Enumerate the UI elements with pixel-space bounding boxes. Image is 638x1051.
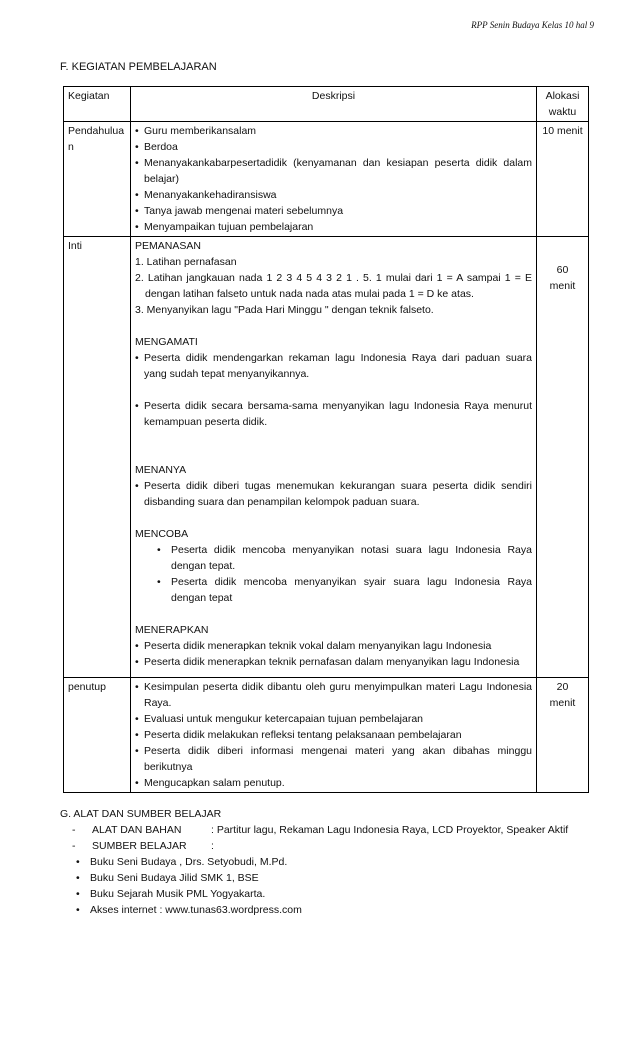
list-item: Buku Seni Budaya , Drs. Setyobudi, M.Pd. [90,856,288,868]
pemanasan-list [135,254,532,318]
bullet-icon: • [76,904,80,916]
section-g-title: G. ALAT DAN SUMBER BELAJAR [60,808,222,820]
list-item: • Peserta didik menerapkan teknik pernafasan dalam menyanyikan lagu Indonesia [135,654,532,670]
list-item: • Peserta didik diberi tugas menemukan kekurangan suara peserta didik sendiri disbanding suara dan penampilan kelompok paduan suara. [135,478,532,510]
list-item: • Peserta didik diberi informasi mengenai materi yang akan dibahas minggu berikutnya [135,743,532,775]
list-item: • Evaluasi untuk mengukur ketercapaian tujuan pembelajaran [135,711,532,727]
bullet-icon: • [76,888,80,900]
list-item: • Peserta didik mendengarkan rekaman lagu Indonesia Raya dari paduan suara yang sudah tepat menyanyikannya. [135,350,532,382]
col-header-deskripsi: Deskripsi [131,87,537,122]
mengamati-title: MENGAMATI [135,336,198,348]
col-header-kegiatan: Kegiatan [64,87,131,122]
list-item: 2. Latihan jangkauan nada 1 2 3 4 5 4 3 2 1 . 5. 1 mulai dari 1 = A sampai 1 = E dengan latihan falseto untuk nada nada atas mulai pada 1 = D ke atas. [135,272,532,300]
alat-label: ALAT DAN BAHAN [92,824,182,836]
mencoba-list [135,542,532,606]
col-header-alokasi: Alokasi waktu [537,87,589,122]
dash-icon: - [72,840,76,852]
pemanasan-title: PEMANASAN [135,240,201,252]
list-item: Buku Seni Budaya Jilid SMK 1, BSE [90,872,259,884]
list-item: • Peserta didik melakukan refleksi tentang pelaksanaan pembelajaran [135,727,532,743]
list-item: • Guru memberikansalam [135,123,532,139]
row-pendahuluan [64,122,589,237]
sumber-colon: : [211,840,214,852]
row-penutup [64,678,589,793]
list-item: • Berdoa [135,139,532,155]
list-item: • Menanyakankabarpesertadidik (kenyamanan dan kesiapan peserta didik dalam belajar) [135,155,532,187]
time-inti: 60 menit [549,264,576,292]
label-pendahuluan: Pendahuluan [64,122,131,237]
list-item: • Menyampaikan tujuan pembelajaran [135,219,532,235]
bullet-icon: • [76,872,80,884]
page-header: RPP Senin Budaya Kelas 10 hal 9 [471,20,594,30]
list-item: • Peserta didik menerapkan teknik vokal dalam menyanyikan lagu Indonesia [135,638,532,654]
time-penutup [537,678,589,793]
kegiatan-table [63,86,589,793]
pendahuluan-list [135,123,532,235]
dash-icon: - [72,824,76,836]
list-item: • Peserta didik mencoba menyanyikan notasi suara lagu Indonesia Raya dengan tepat. [171,542,532,574]
sumber-label: SUMBER BELAJAR [92,840,187,852]
bullet-icon: • [76,856,80,868]
alat-value: : Partitur lagu, Rekaman Lagu Indonesia Raya, LCD Proyektor, Speaker Aktif [211,824,569,836]
list-item: • Mengucapkan salam penutup. [135,775,532,791]
menerapkan-list [135,638,532,670]
list-item: 1. Latihan pernafasan [135,256,237,268]
list-item: • Tanya jawab mengenai materi sebelumnya [135,203,532,219]
list-item: • Peserta didik mencoba menyanyikan syair suara lagu Indonesia Raya dengan tepat [171,574,532,606]
time-penutup-text: 20 menit [549,681,576,709]
menerapkan-title: MENERAPKAN [135,624,209,636]
list-item: • Peserta didik secara bersama-sama menyanyikan lagu Indonesia Raya menurut kemampuan peserta didik. [135,398,532,430]
list-item: • Menanyakankehadiransiswa [135,187,532,203]
list-item: • Kesimpulan peserta didik dibantu oleh guru menyimpulkan materi Lagu Indonesia Raya. [135,679,532,711]
row-inti [64,237,589,678]
section-g [60,806,590,918]
list-item: Buku Sejarah Musik PML Yogyakarta. [90,888,266,900]
penutup-list [135,679,532,791]
section-f-title: F. KEGIATAN PEMBELAJARAN [60,61,217,73]
label-penutup: penutup [64,678,131,793]
list-item: Akses internet : www.tunas63.wordpress.com [90,904,302,916]
time-pendahuluan: 10 menit [537,122,589,237]
menanya-title: MENANYA [135,464,187,476]
mencoba-title: MENCOBA [135,528,189,540]
list-item: 3. Menyanyikan lagu "Pada Hari Minggu " dengan teknik falseto. [135,304,434,316]
label-inti: Inti [64,237,131,678]
